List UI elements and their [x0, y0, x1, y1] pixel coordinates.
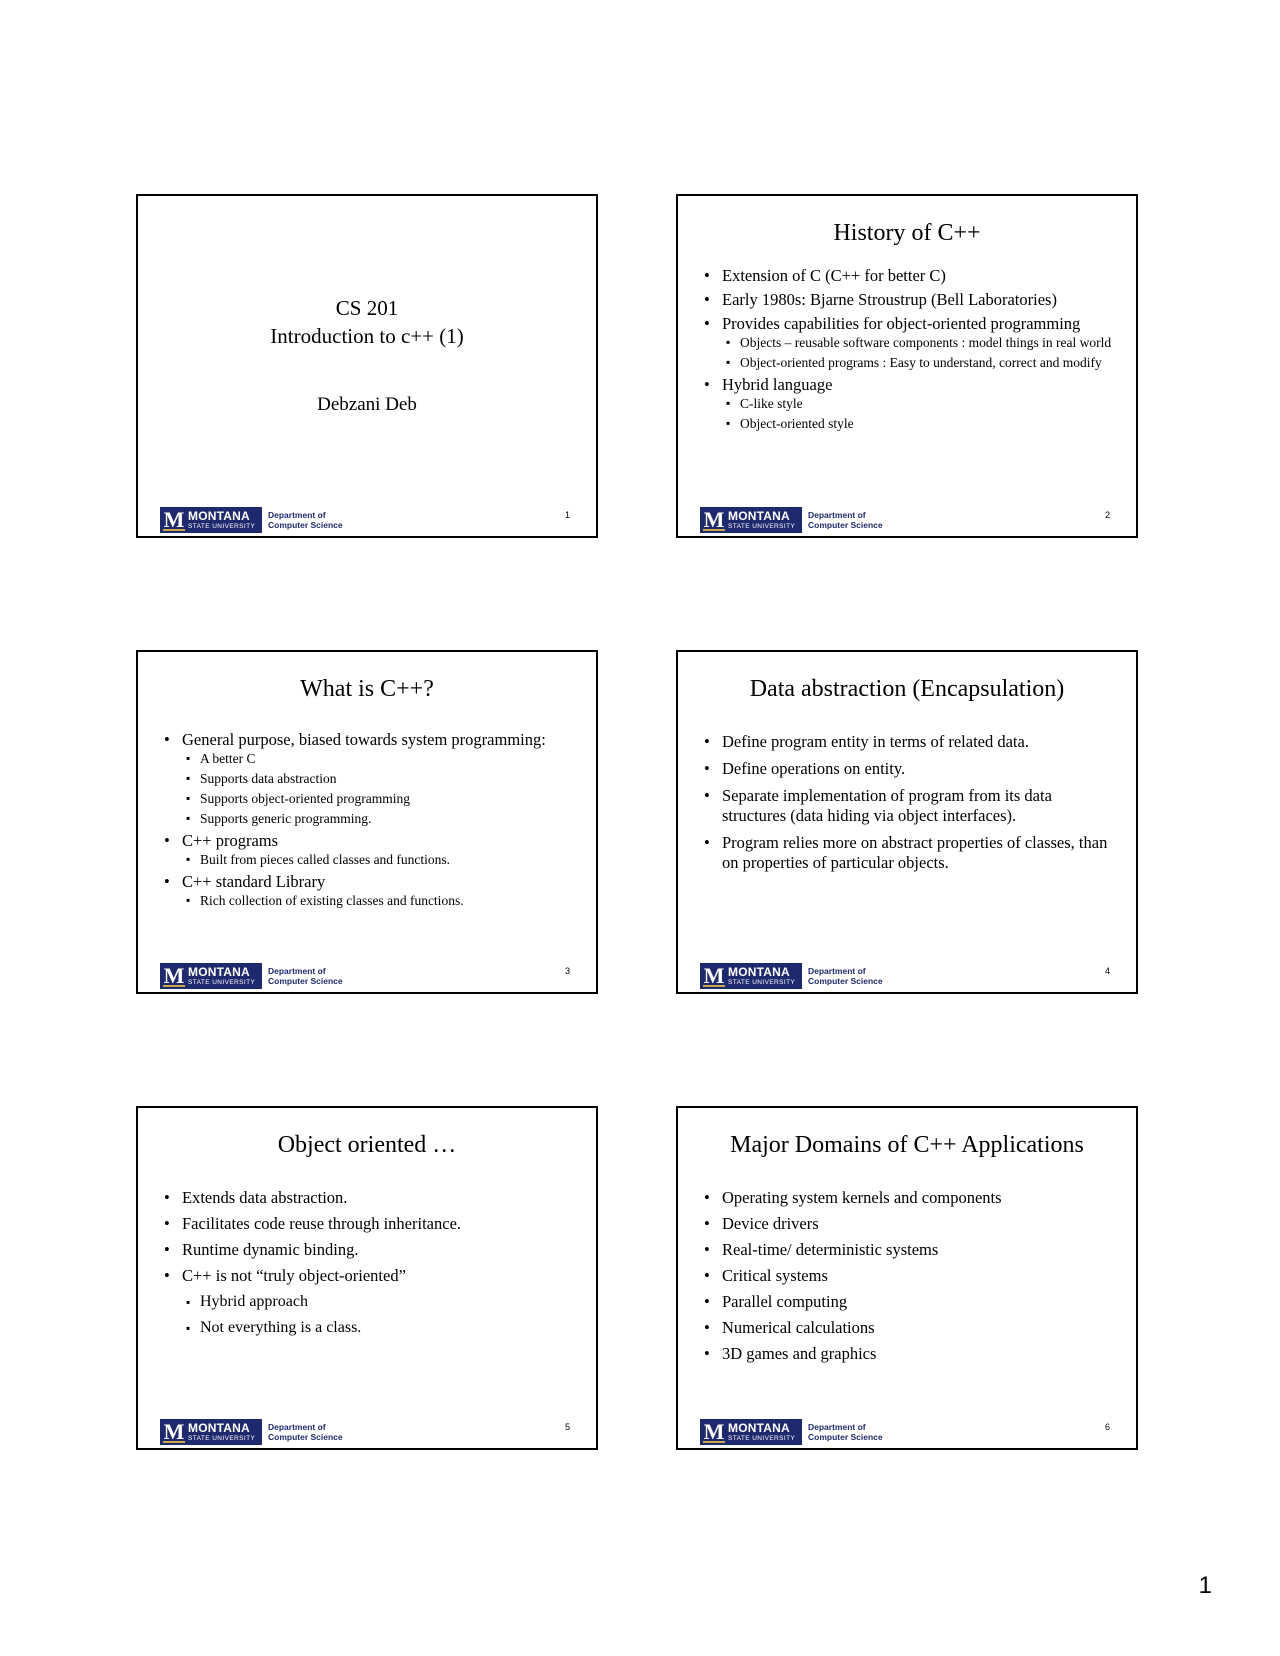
slide-4 [676, 650, 1138, 994]
slide-footer [160, 962, 343, 990]
sub-bullet-list [182, 751, 578, 826]
department-label [808, 1422, 883, 1442]
list-item: • Extension of C (C++ for better C) [704, 266, 1118, 285]
logo-sub: STATE UNIVERSITY [188, 1435, 256, 1442]
list-item: • Real-time/ deterministic systems [704, 1240, 1118, 1260]
course-title-line-1: CS 201 [335, 296, 399, 320]
slide-footer [700, 962, 883, 990]
logo-name: MONTANA [728, 965, 790, 979]
department-label [268, 1422, 343, 1442]
list-item: • Early 1980s: Bjarne Stroustrup (Bell Laboratories) [704, 290, 1118, 309]
sub-list-item: ▪ Built from pieces called classes and functions. [186, 852, 578, 867]
slide-number: 5 [564, 1422, 570, 1432]
list-item: • Separate implementation of program from its data structures (data hiding via object interfaces). [704, 786, 1118, 826]
slide-number: 3 [564, 966, 570, 976]
logo-name: MONTANA [728, 1421, 790, 1435]
dept-line-2: Computer Science [808, 976, 883, 986]
logo-name: MONTANA [188, 965, 250, 979]
sub-list-item: ▪ Rich collection of existing classes and functions. [186, 893, 578, 908]
msu-logo [160, 963, 262, 989]
sub-list-item: ▪ Supports generic programming. [186, 811, 578, 826]
list-item-text: Provides capabilities for object-oriented programming [722, 314, 1081, 333]
list-item-text: Hybrid language [722, 375, 833, 394]
list-item-text: General purpose, biased towards system programming: [182, 730, 546, 749]
sub-list-item: ▪ Object-oriented programs : Easy to understand, correct and modify [726, 355, 1118, 370]
department-label [808, 966, 883, 986]
course-title [138, 294, 596, 350]
list-item: • Parallel computing [704, 1292, 1118, 1312]
department-label [268, 966, 343, 986]
list-item: • Operating system kernels and components [704, 1188, 1118, 1208]
slide-footer [160, 506, 343, 534]
slide-number: 2 [1104, 510, 1110, 520]
slide-5 [136, 1106, 598, 1450]
sub-list-item: ▪ Supports object-oriented programming [186, 791, 578, 806]
logo-sub: STATE UNIVERSITY [188, 523, 256, 530]
list-item: • Define operations on entity. [704, 759, 1118, 779]
list-item [704, 375, 1118, 431]
sub-list-item: ▪ C-like style [726, 396, 1118, 411]
list-item: • Program relies more on abstract properties of classes, than on properties of particular objects. [704, 833, 1118, 873]
msu-m-icon: M [703, 1419, 725, 1444]
slide-title: Major Domains of C++ Applications [730, 1132, 1084, 1158]
sub-list-item: ▪ A better C [186, 751, 578, 766]
slide-6 [676, 1106, 1138, 1450]
list-item: • Critical systems [704, 1266, 1118, 1286]
sub-bullet-list [722, 396, 1118, 431]
sub-list-item: ▪ Hybrid approach [186, 1292, 578, 1312]
dept-line-2: Computer Science [268, 976, 343, 986]
list-item: • Device drivers [704, 1214, 1118, 1234]
slide-1 [136, 194, 598, 538]
slide-footer [700, 1418, 883, 1446]
logo-name: MONTANA [188, 1421, 250, 1435]
list-item-text: C++ standard Library [182, 872, 326, 891]
sub-bullet-list [182, 1292, 578, 1338]
course-title-line-2: Introduction to c++ (1) [270, 324, 464, 348]
sub-list-item: ▪ Supports data abstraction [186, 771, 578, 786]
dept-line-2: Computer Science [268, 520, 343, 530]
slide-number: 4 [1104, 966, 1110, 976]
bullet-list [164, 1188, 578, 1344]
department-label [268, 510, 343, 530]
msu-m-icon: M [703, 507, 725, 532]
slide-2 [676, 194, 1138, 538]
department-label [808, 510, 883, 530]
dept-line-2: Computer Science [808, 520, 883, 530]
msu-logo [700, 507, 802, 533]
logo-sub: STATE UNIVERSITY [728, 979, 796, 986]
list-item: • 3D games and graphics [704, 1344, 1118, 1364]
list-item [704, 314, 1118, 370]
slide-title: History of C++ [833, 220, 981, 246]
page-number: 1 [1198, 1572, 1212, 1599]
sub-list-item: ▪ Not everything is a class. [186, 1318, 578, 1338]
author-name: Debzani Deb [317, 394, 417, 415]
logo-name: MONTANA [188, 509, 250, 523]
slide-title: Data abstraction (Encapsulation) [749, 676, 1065, 702]
list-item: • Define program entity in terms of related data. [704, 732, 1118, 752]
bullet-list [164, 730, 578, 913]
list-item [164, 730, 578, 826]
bullet-list [704, 266, 1118, 436]
dept-line-1: Department of [268, 966, 326, 976]
logo-name: MONTANA [728, 509, 790, 523]
sub-list-item: ▪ Object-oriented style [726, 416, 1118, 431]
slide-number: 6 [1104, 1422, 1110, 1432]
slide-number: 1 [564, 510, 570, 520]
dept-line-1: Department of [268, 1422, 326, 1432]
list-item-text: C++ is not “truly object-oriented” [182, 1266, 406, 1285]
dept-line-1: Department of [808, 1422, 866, 1432]
slide-footer [700, 506, 883, 534]
sub-list-item: ▪ Objects – reusable software components : model things in real world [726, 335, 1118, 350]
slide-title: Object oriented … [277, 1132, 457, 1158]
msu-m-icon: M [163, 1419, 185, 1444]
slide-title: What is C++? [300, 676, 434, 702]
dept-line-1: Department of [808, 966, 866, 976]
bullet-list [704, 1188, 1118, 1370]
list-item: • Numerical calculations [704, 1318, 1118, 1338]
list-item: • Facilitates code reuse through inheritance. [164, 1214, 578, 1234]
list-item-text: C++ programs [182, 831, 279, 850]
slide-3 [136, 650, 598, 994]
dept-line-2: Computer Science [808, 1432, 883, 1442]
sub-bullet-list [722, 335, 1118, 370]
sub-bullet-list [182, 852, 578, 867]
slide-footer [160, 1418, 343, 1446]
logo-sub: STATE UNIVERSITY [728, 523, 796, 530]
dept-line-1: Department of [808, 510, 866, 520]
list-item [164, 831, 578, 867]
msu-logo [700, 1419, 802, 1445]
list-item: • Extends data abstraction. [164, 1188, 578, 1208]
sub-bullet-list [182, 893, 578, 908]
bullet-list [704, 732, 1118, 880]
list-item [164, 872, 578, 908]
msu-m-icon: M [163, 963, 185, 988]
logo-sub: STATE UNIVERSITY [188, 979, 256, 986]
dept-line-2: Computer Science [268, 1432, 343, 1442]
logo-sub: STATE UNIVERSITY [728, 1435, 796, 1442]
list-item: • Runtime dynamic binding. [164, 1240, 578, 1260]
list-item [164, 1266, 578, 1338]
msu-logo [160, 507, 262, 533]
dept-line-1: Department of [268, 510, 326, 520]
msu-m-icon: M [163, 507, 185, 532]
msu-m-icon: M [703, 963, 725, 988]
msu-logo [700, 963, 802, 989]
msu-logo [160, 1419, 262, 1445]
